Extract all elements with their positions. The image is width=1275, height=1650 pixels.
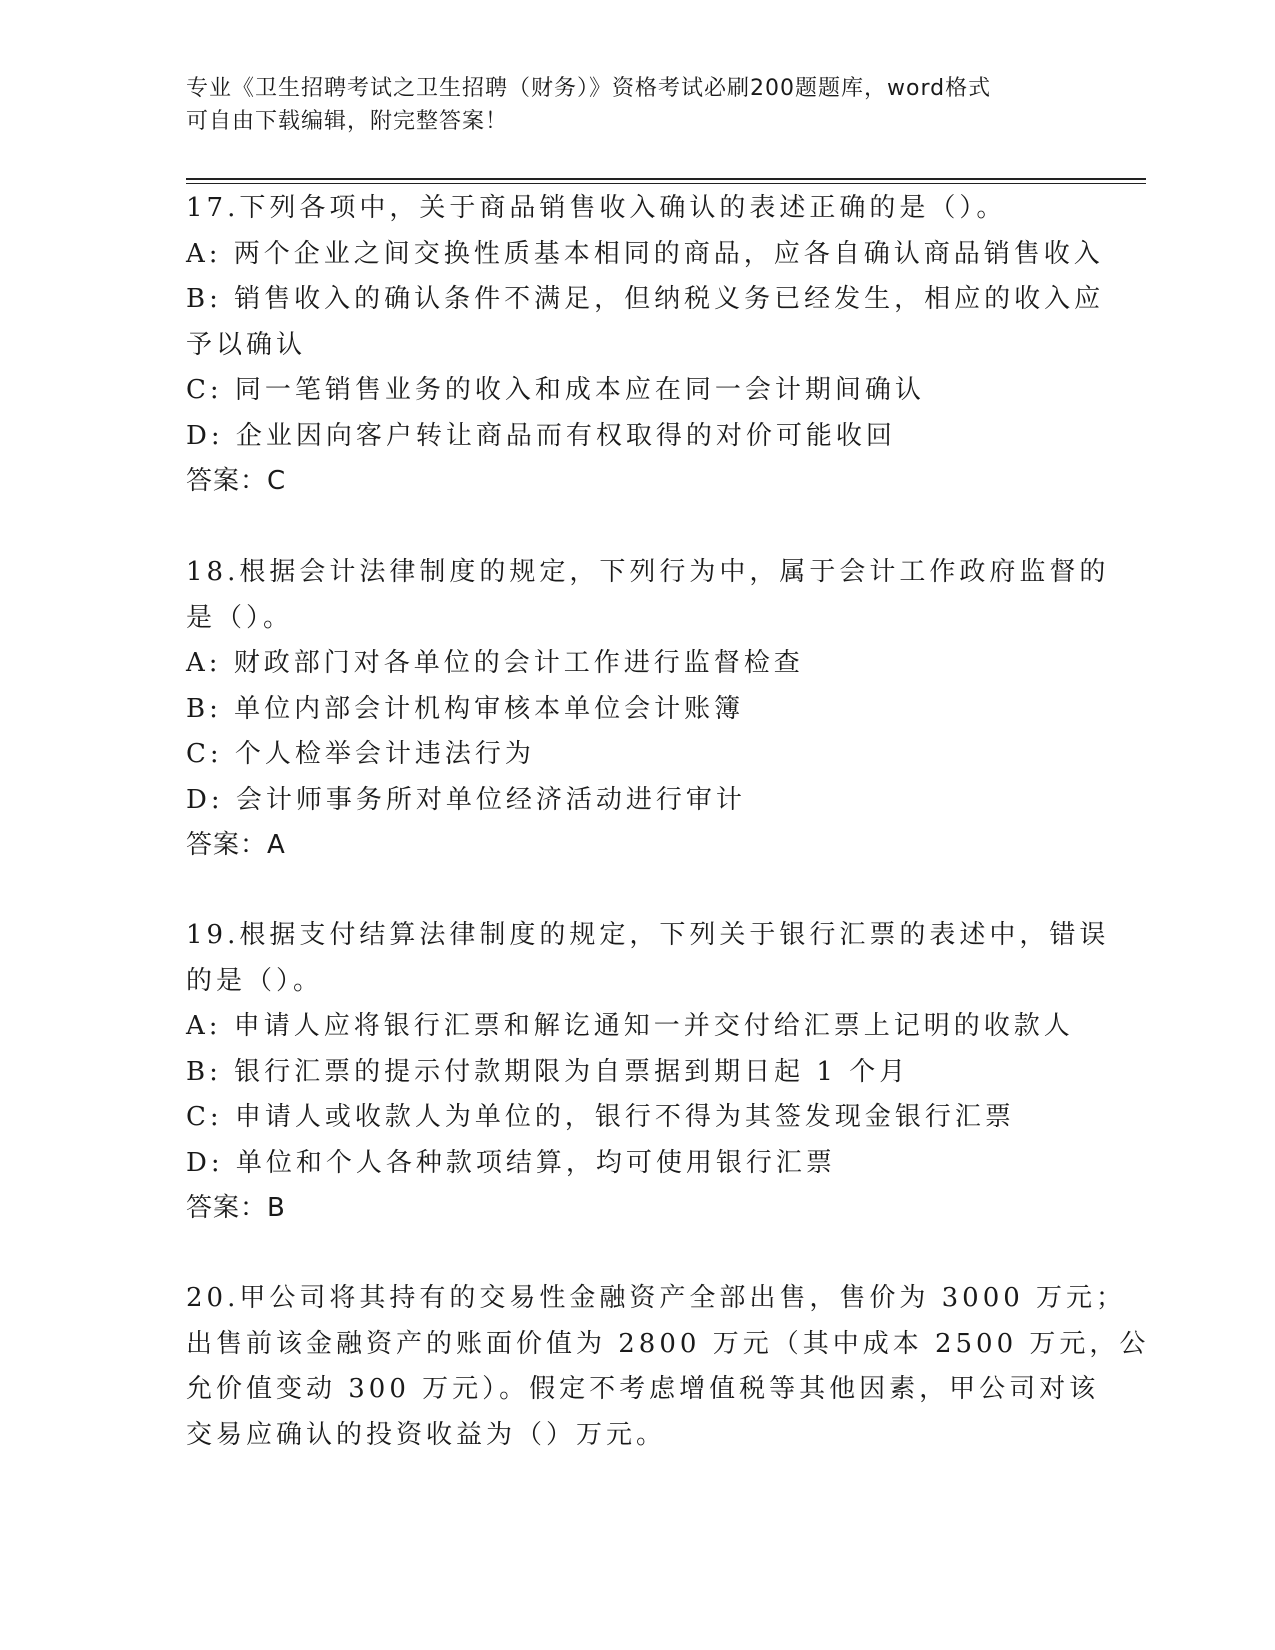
- question-stem: 19.根据支付结算法律制度的规定，下列关于银行汇票的表述中，错误: [186, 920, 1110, 950]
- question-17: [186, 186, 1105, 505]
- header-line-1: 专业《卫生招聘考试之卫生招聘（财务）》资格考试必刷200题题库，word格式: [186, 76, 992, 101]
- option-a: A: 两个企业之间交换性质基本相同的商品，应各自确认商品销售收入: [186, 238, 1104, 269]
- option-c: C: 同一笔销售业务的收入和成本应在同一会计期间确认: [186, 375, 925, 405]
- option-c: C: 个人检举会计违法行为: [186, 739, 535, 769]
- question-19: [186, 913, 1110, 1232]
- option-b: B: 银行汇票的提示付款期限为自票据到期日起 1 个月: [186, 1056, 910, 1087]
- question-stem: 18.根据会计法律制度的规定，下列行为中，属于会计工作政府监督的: [186, 557, 1110, 587]
- question-18: [186, 550, 1110, 869]
- option-a: A: 财政部门对各单位的会计工作进行监督检查: [186, 648, 804, 678]
- option-a: A: 申请人应将银行汇票和解讫通知一并交付给汇票上记明的收款人: [186, 1011, 1074, 1041]
- option-d: D: 企业因向客户转让商品而有权取得的对价可能收回: [186, 420, 896, 451]
- question-stem: 17.下列各项中，关于商品销售收入确认的表述正确的是（）。: [186, 193, 1007, 223]
- answer-label: 答案：C: [186, 466, 287, 496]
- question-stem: 20.甲公司将其持有的交易性金融资产全部出售，售价为 3000 万元；: [186, 1283, 1127, 1313]
- option-b: B: 单位内部会计机构审核本单位会计账簿: [186, 693, 745, 724]
- question-20: [186, 1276, 1150, 1458]
- option-d: D: 会计师事务所对单位经济活动进行审计: [186, 784, 746, 815]
- header-divider-thick: [186, 178, 1146, 180]
- question-stem-continued: 是（）。: [186, 602, 294, 633]
- option-b-continued: 予以确认: [186, 329, 307, 360]
- document-header: [186, 72, 1066, 138]
- option-b: B: 销售收入的确认条件不满足，但纳税义务已经发生，相应的收入应: [186, 284, 1105, 314]
- header-line-2: 可自由下载编辑，附完整答案！: [186, 109, 509, 134]
- option-d: D: 单位和个人各种款项结算，均可使用银行汇票: [186, 1147, 836, 1178]
- question-stem-continued-1: 出售前该金融资产的账面价值为 2800 万元（其中成本 2500 万元，公: [186, 1328, 1150, 1359]
- question-stem-continued-2: 允价值变动 300 万元）。假定不考虑增值税等其他因素，甲公司对该: [186, 1374, 1100, 1404]
- question-stem-continued-3: 交易应确认的投资收益为（）万元。: [186, 1419, 667, 1450]
- header-divider-thin: [186, 183, 1146, 184]
- question-stem-continued: 的是（）。: [186, 965, 324, 996]
- answer-label: 答案：B: [186, 1193, 286, 1223]
- option-c: C: 申请人或收款人为单位的，银行不得为其签发现金银行汇票: [186, 1102, 1015, 1132]
- answer-label: 答案：A: [186, 830, 286, 860]
